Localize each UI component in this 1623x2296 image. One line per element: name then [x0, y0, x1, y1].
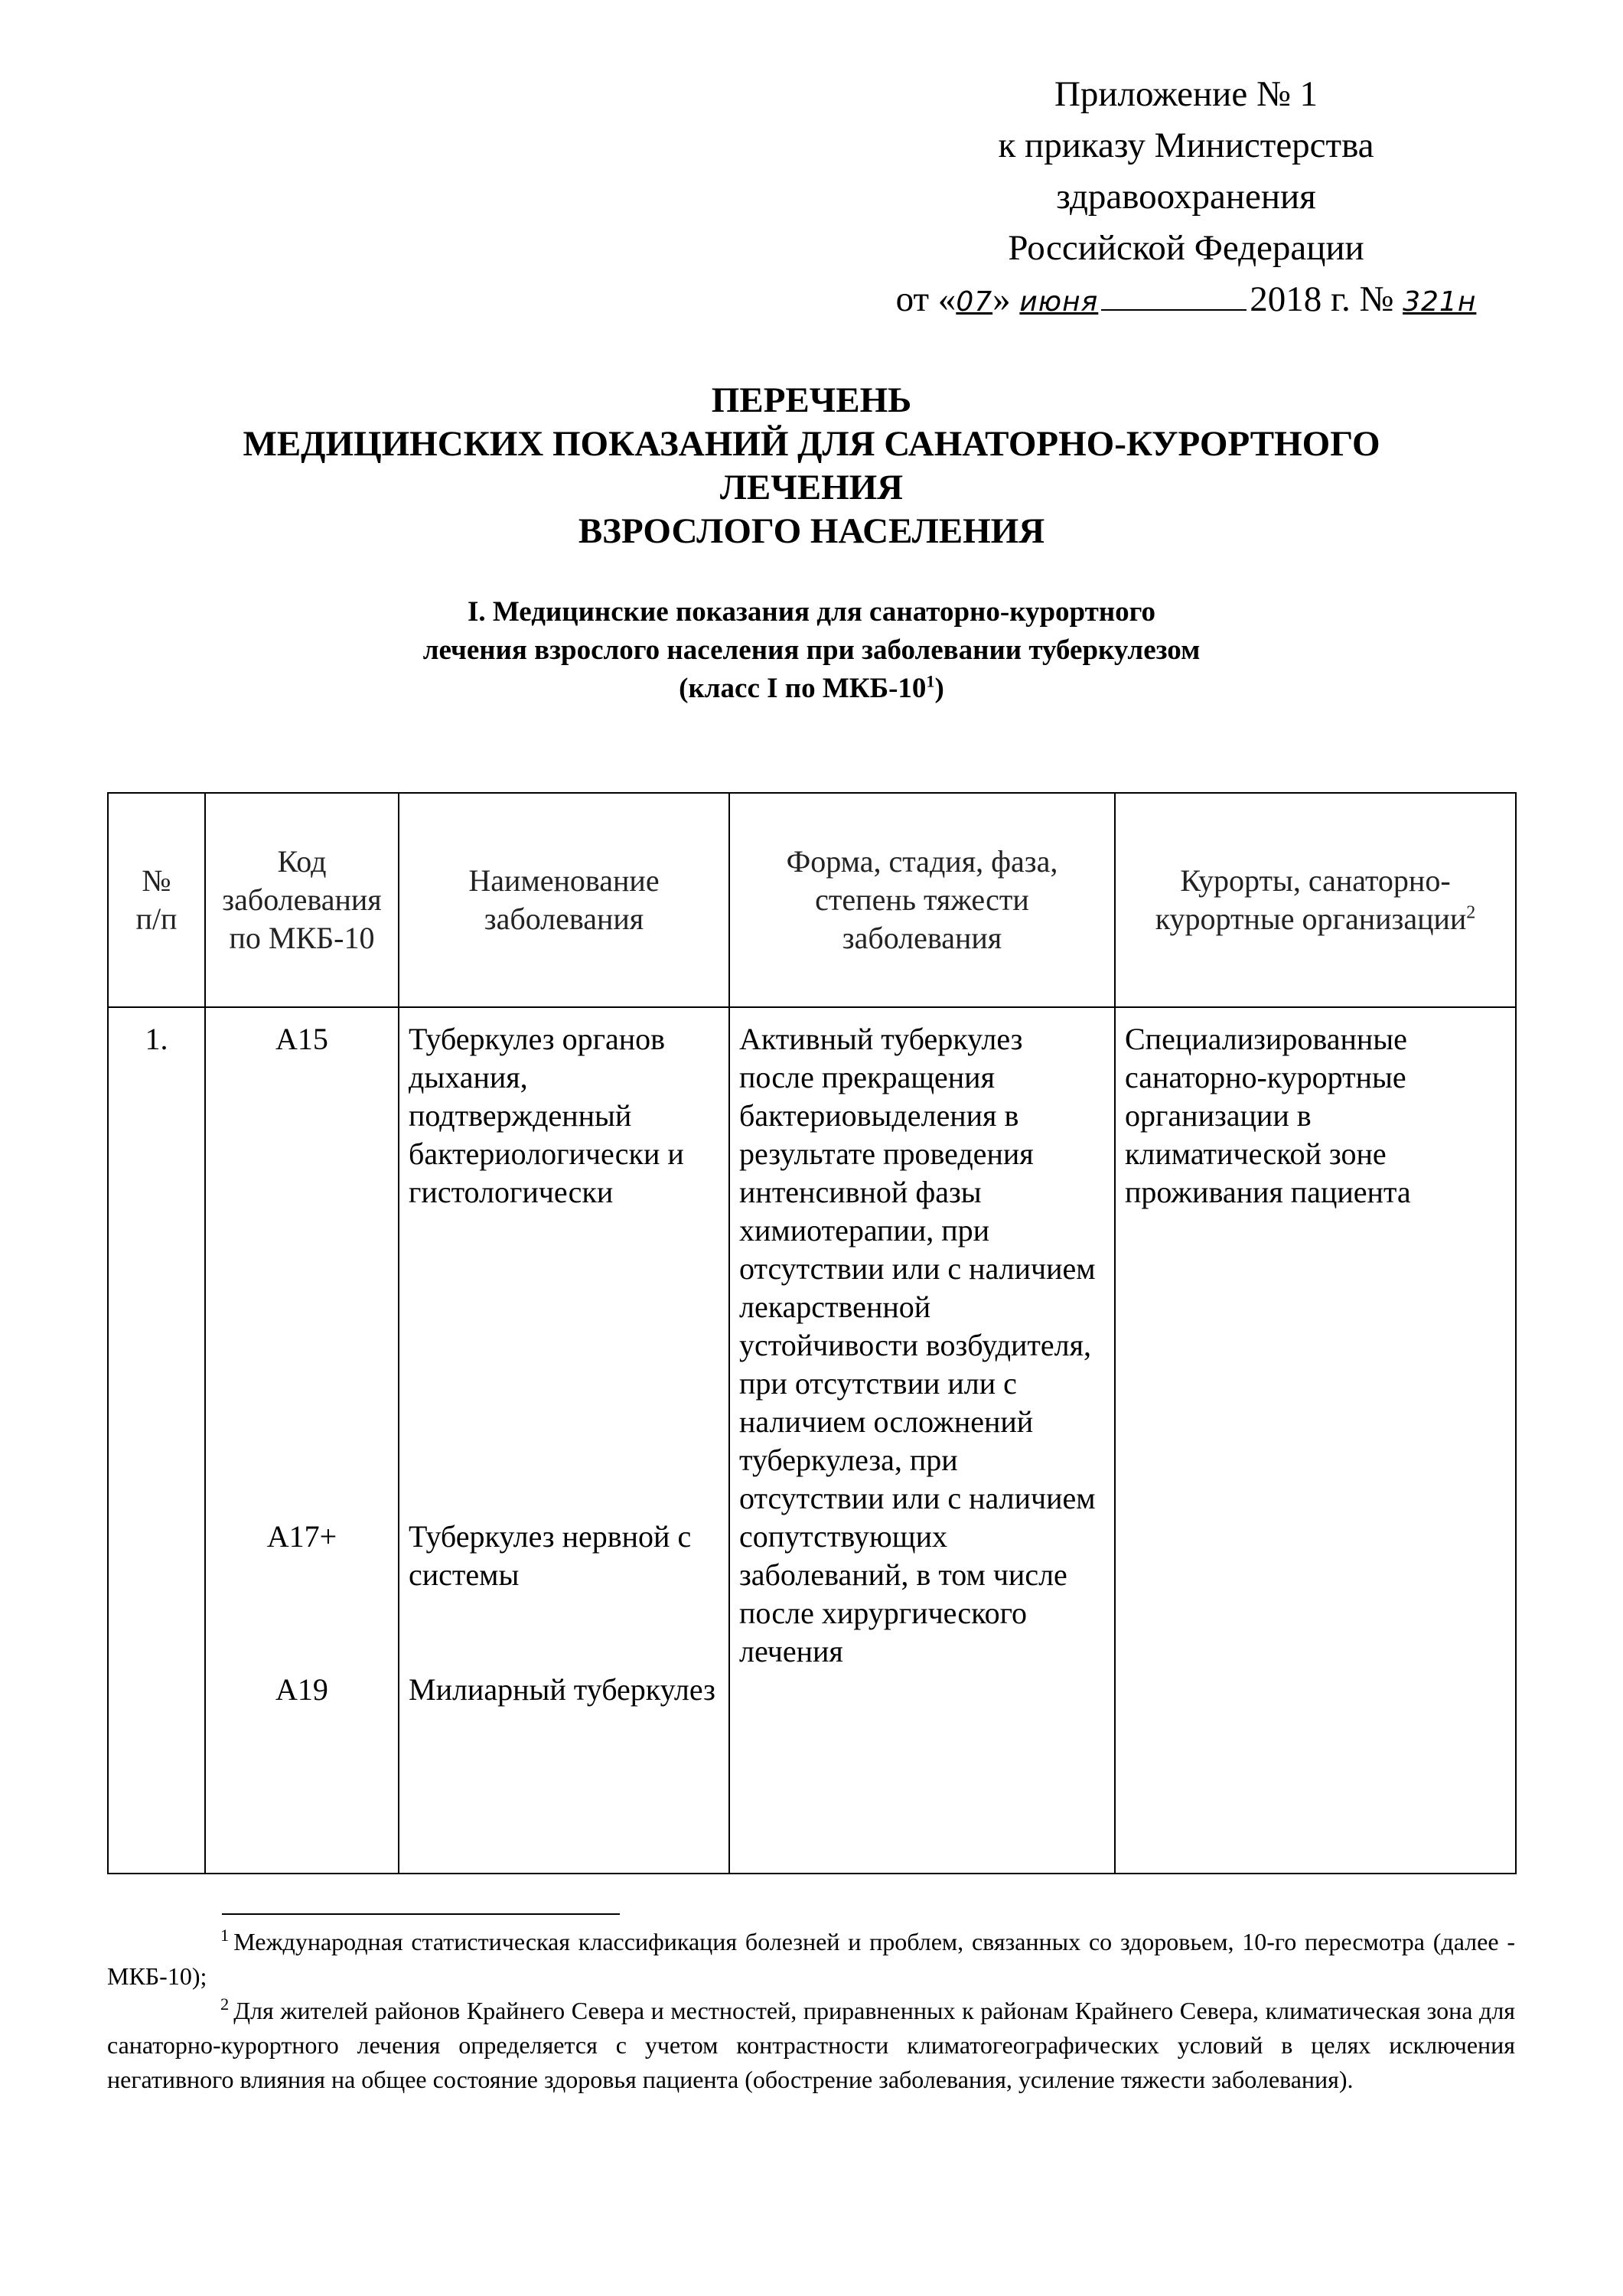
appendix-order-ref: к приказу Министерства [998, 126, 1374, 165]
header-num-line: № [142, 863, 171, 898]
row-form: Активный туберкулез после прекращения бактериовыделения в результате проведения интенсивной фазы химиотерапии, при отсутствии или с наличием лекарственной устойчивости возбудителя, при отсутствии или с наличием осложнений туберкулеза, при отсутствии или с наличием сопутствующих заболеваний, в том числе после хирургического лечения [729, 1007, 1115, 1874]
footnote-1-text: Международная статистическая классификация болезней и проблем, связанных со здоровьем, 10-го пересмотра (далее - МКБ-10); [107, 1928, 1515, 1990]
document-title [0, 379, 1623, 553]
date-month-handwritten: июня [1019, 286, 1099, 318]
title-line-2: МЕДИЦИНСКИХ ПОКАЗАНИЙ ДЛЯ САНАТОРНО-КУРОРТНОГО [243, 424, 1380, 464]
section-line-1: I. Медицинские показания для санаторно-курортного [467, 596, 1156, 628]
indications-table [107, 792, 1517, 1874]
header-code-line: по МКБ-10 [229, 921, 375, 955]
footnotes [107, 1925, 1515, 2097]
table-header-row [108, 793, 1516, 1007]
footnote-2-text: Для жителей районов Крайнего Севера и местностей, приравненных к районам Крайнего Севера, климатическая зона для санаторно-курортного лечения определяется с учетом контрастности климатогеографических условий в целях исключения негативного влияния на общее состояние здоровья пациента (обострение заболевания, усиление тяжести заболевания). [107, 1997, 1515, 2093]
row-number: 1. [108, 1007, 205, 1874]
title-line-4: ВЗРОСЛОГО НАСЕЛЕНИЯ [578, 511, 1045, 551]
date-year: 2018 г. № [1250, 279, 1394, 319]
section-heading [0, 593, 1623, 708]
section-line-2: лечения взрослого населения при заболевании туберкулезом [422, 634, 1201, 666]
date-mid: » [992, 279, 1011, 319]
appendix-date-line [880, 274, 1492, 328]
appendix-number: Приложение № 1 [1054, 74, 1318, 114]
header-form-line: заболевания [842, 921, 1002, 955]
name-miliary-tb: Милиарный туберкулез [409, 1672, 715, 1707]
appendix-ministry: здравоохранения [1056, 177, 1316, 217]
row-codes [205, 1007, 399, 1874]
footnote-ref-2: 2 [1466, 902, 1476, 923]
title-line-3: ЛЕЧЕНИЯ [719, 468, 904, 507]
code-a19: A19 [275, 1672, 328, 1707]
header-name-line: Наименование [468, 863, 660, 898]
row-resort: Специализированные санаторно-курортные организации в климатической зоне проживания пациента [1115, 1007, 1516, 1874]
header-form-line: Форма, стадия, фаза, [786, 844, 1058, 879]
date-blank-rule [1101, 309, 1247, 311]
header-code [205, 793, 399, 1007]
appendix-country: Российской Федерации [1008, 228, 1364, 268]
order-number-handwritten: 321н [1403, 286, 1477, 318]
row-names [399, 1007, 729, 1874]
header-resort-line: Курорты, санаторно- [1180, 863, 1451, 898]
table-row [108, 1007, 1516, 1874]
code-a15: A15 [275, 1022, 328, 1056]
title-line-1: ПЕРЕЧЕНЬ [711, 380, 912, 420]
header-code-line: Код [277, 844, 327, 879]
appendix-header [880, 69, 1492, 328]
footnote-ref-1: 1 [926, 671, 935, 691]
date-prefix: от « [895, 279, 957, 319]
code-a17: A17+ [266, 1519, 337, 1554]
header-num [108, 793, 205, 1007]
footnote-divider [222, 1913, 620, 1915]
footnote-2 [107, 1994, 1515, 2097]
header-resort-text: курортные организации [1155, 902, 1467, 936]
header-resort [1115, 793, 1516, 1007]
header-resort-line [1116, 900, 1515, 938]
header-num-line: п/п [135, 902, 178, 936]
footnote-1-mark: 1 [220, 1926, 230, 1945]
name-nervous-tb: Туберкулез нервной с системы [409, 1519, 692, 1592]
footnote-2-mark: 2 [220, 1994, 230, 2014]
name-respiratory-tb: Туберкулез органов дыхания, подтвержденный бактериологически и гистологически [409, 1022, 684, 1209]
header-name-line: заболевания [484, 902, 644, 936]
section-line-3 [0, 670, 1623, 708]
header-name [399, 793, 729, 1007]
section-line-3-end: ) [934, 673, 944, 704]
footnote-1 [107, 1925, 1515, 1994]
header-code-line: заболевания [222, 882, 382, 917]
header-form [729, 793, 1115, 1007]
section-line-3-text: (класс I по МКБ-10 [679, 673, 927, 704]
date-day-handwritten: 07 [956, 286, 993, 318]
header-form-line: степень тяжести [815, 882, 1029, 917]
